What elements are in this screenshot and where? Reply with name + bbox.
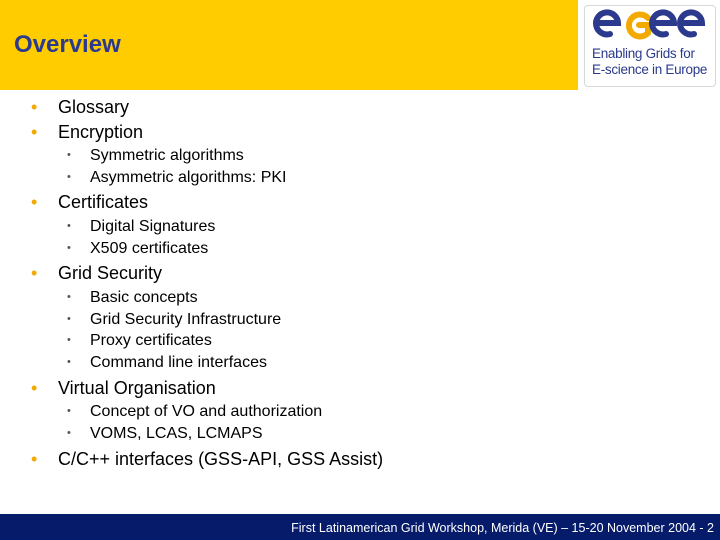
footer-bar — [0, 514, 720, 540]
bullet-text: Grid Security — [58, 263, 163, 284]
bullet-marker: • — [31, 377, 38, 398]
sub-bullet-text: Basic concepts — [90, 288, 198, 306]
egee-wordmark-icon — [590, 6, 708, 46]
logo-tagline-1: Enabling Grids for — [592, 46, 695, 61]
bullet-text: Glossary — [58, 97, 130, 117]
sub-bullet-text: Asymmetric algorithms: PKI — [90, 168, 287, 186]
sub-bullet-marker: • — [67, 290, 71, 303]
sub-bullet-text: Grid Security Infrastructure — [90, 310, 282, 328]
footer-text: First Latinamerican Grid Workshop, Merida (VE) – 15-20 November 2004 - 2 — [291, 521, 714, 535]
sub-bullet-text: Digital Signatures — [90, 217, 216, 235]
logo-tagline-2: E-science in Europe — [592, 62, 708, 77]
bullet-marker: • — [31, 121, 38, 142]
bullet-text: Virtual Organisation — [58, 377, 216, 398]
sub-bullet-marker: • — [67, 355, 71, 368]
bullet-marker: • — [31, 448, 38, 469]
egee-logo — [578, 0, 720, 90]
sub-bullet-marker: • — [67, 219, 71, 232]
bullet-marker: • — [31, 97, 38, 117]
sub-bullet-text: Concept of VO and authorization — [90, 403, 323, 421]
bullet-text: C/C++ interfaces (GSS-API, GSS Assist) — [58, 448, 384, 469]
sub-bullet-marker: • — [67, 241, 71, 254]
sub-bullet-text: VOMS, LCAS, LCMAPS — [90, 424, 263, 442]
sub-bullet-marker: • — [67, 405, 71, 418]
sub-bullet-marker: • — [67, 312, 71, 325]
title-bar — [0, 0, 578, 90]
sub-bullet-marker: • — [67, 149, 71, 161]
sub-bullet-marker: • — [67, 170, 71, 183]
bullet-marker: • — [31, 263, 38, 284]
sub-bullet-marker: • — [67, 426, 71, 439]
slide-title: Overview — [14, 31, 121, 58]
bullet-text: Certificates — [58, 192, 149, 213]
sub-bullet-text: Command line interfaces — [90, 353, 267, 371]
bullet-text: Encryption — [58, 121, 144, 142]
sub-bullet-text: X509 certificates — [90, 239, 209, 257]
sub-bullet-text: Proxy certificates — [90, 332, 212, 350]
sub-bullet-text: Symmetric algorithms — [90, 147, 244, 164]
bullet-marker: • — [31, 192, 38, 213]
sub-bullet-marker: • — [67, 334, 71, 347]
